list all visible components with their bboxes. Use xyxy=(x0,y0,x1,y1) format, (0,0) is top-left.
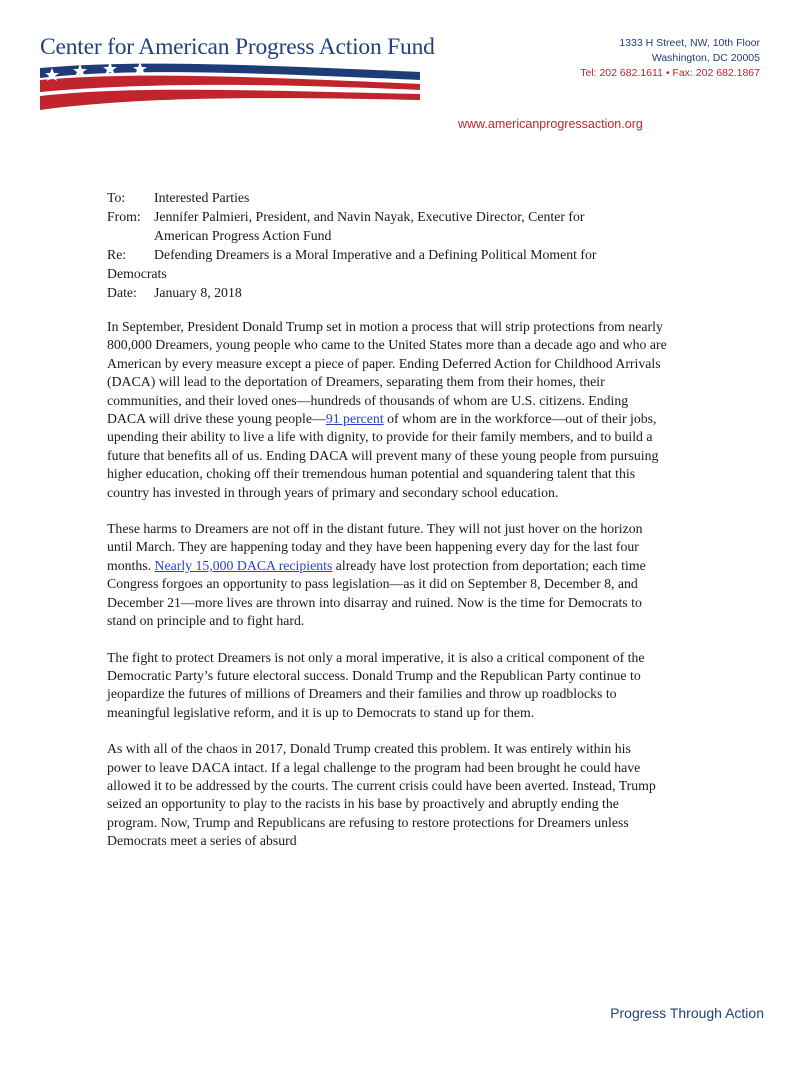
address-street: 1333 H Street, NW, 10th Floor xyxy=(619,37,760,49)
memo-to-label: To: xyxy=(107,190,126,205)
link-daca-recipients[interactable]: Nearly 15,000 DACA recipients xyxy=(154,557,333,573)
memo-re-row xyxy=(107,245,667,264)
paragraph-4: As with all of the chaos in 2017, Donald Trump created this problem. It was entirely within his power to leave DACA intact. If a legal challenge to the program had been brought he could have allowed it to be addressed by the courts. The current crisis could have been averted. Instead, Trump seized an opportunity to play to the racists in his base by proactively and abruptly ending the program. Now, Trump and Republicans are refusing to restore protections for Dreamers unless Democrats meet a series of absurd xyxy=(107,741,656,849)
memo-date-row xyxy=(107,283,667,302)
memo-header xyxy=(107,188,667,302)
flag-stripes-logo xyxy=(40,58,420,112)
paragraph-2 xyxy=(107,520,667,630)
memo-to-value: Interested Parties xyxy=(154,190,250,205)
link-91-percent[interactable]: 91 percent xyxy=(325,411,384,427)
memo-body xyxy=(107,318,667,869)
paragraph-2-text-b: already have lost protection from deportation; each time Congress forgoes an opportunity to pass legislation—as it did on September 8, December 8, and December 21—more lives are thrown into disarray and ruined. Now is the time for Democrats to stand on principle and to fight hard. xyxy=(107,557,646,629)
footer-tagline: Progress Through Action xyxy=(610,1005,764,1021)
memo-from-label: From: xyxy=(107,209,141,224)
memo-re-label: Re: xyxy=(107,247,127,262)
memo-from-row xyxy=(107,207,667,226)
paragraph-1 xyxy=(107,318,667,502)
organization-name: Center for American Progress Action Fund xyxy=(40,34,435,60)
memo-date-label: Date: xyxy=(107,285,137,300)
address-city: Washington, DC 20005 xyxy=(651,52,760,64)
paragraph-1-text-b: of whom are in the workforce—out of their jobs, upending their ability to live a life with dignity, to provide for their family members, and to build a future that benefits all of us. Ending DACA will prevent many of these young people from pursuing higher education, choking off their tremendous human potential and squandering talent that this country has invested in through years of primary and secondary school education. xyxy=(107,411,659,500)
memo-re-value: Defending Dreamers is a Moral Imperative and a Defining Political Moment for xyxy=(154,247,597,262)
paragraph-3: The fight to protect Dreamers is not only a moral imperative, it is also a critical component of the Democratic Party’s future electoral success. Donald Trump and the Republican Party continue to jeopardize the futures of millions of Dreamers and their families and throw up roadblocks to meaningful legislative reform, and it is up to Democrats to stand up for them. xyxy=(107,649,645,720)
phone-fax: Tel: 202 682.1611 • Fax: 202 682.1867 xyxy=(580,67,760,79)
memo-from-value-cont: American Progress Action Fund xyxy=(154,228,332,243)
memo-from-value: Jennifer Palmieri, President, and Navin Nayak, Executive Director, Center for xyxy=(154,209,585,224)
memo-date-value: January 8, 2018 xyxy=(154,285,242,300)
paragraph-2-text-a: These harms to Dreamers are not off in the distant future. They will not just hover on the horizon until March. They are happening today and they have been happening every day for the last four months. xyxy=(107,521,643,573)
address-block xyxy=(580,36,760,81)
letterhead xyxy=(0,0,800,150)
memo-re-value-cont: Democrats xyxy=(107,266,167,281)
memo-to-row xyxy=(107,188,667,207)
paragraph-1-text-a: In September, President Donald Trump set in motion a process that will strip protections from nearly 800,000 Dreamers, young people who came to the United States more than a decade ago and who are American by every measure except a piece of paper. Ending Deferred Action for Childhood Arrivals (DACA) will lead to the deportation of Dreamers, separating them from their homes, their communities, and their loved ones—hundreds of thousands of whom are U.S. citizens. Ending DACA will drive these young people— xyxy=(107,319,667,427)
website-url[interactable]: www.americanprogressaction.org xyxy=(458,117,643,131)
